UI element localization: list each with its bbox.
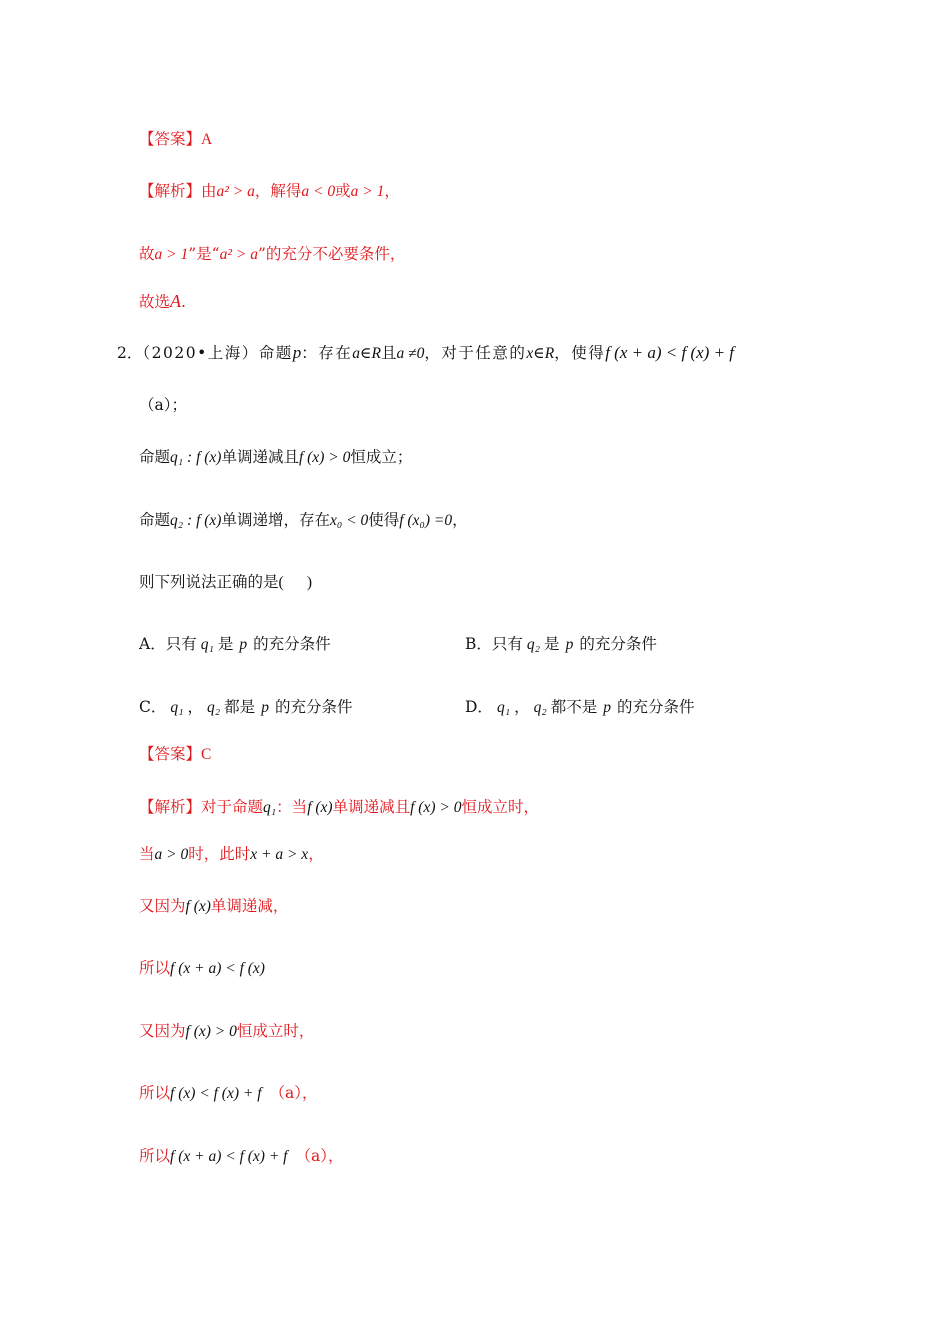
text: 使得: [368, 511, 400, 529]
text: 的充分条件: [617, 698, 695, 716]
math-q1: q₁: [496, 699, 511, 716]
text: 恒成立；: [350, 448, 413, 466]
math-fx-gt-0: f (x) > 0: [185, 1023, 237, 1040]
text: 单调递减，: [210, 897, 289, 915]
text: ”是“: [188, 245, 220, 263]
math-q2: q₂: [207, 699, 221, 716]
solution-2-line-6: [139, 1083, 318, 1104]
math-fx0-eq-0: f (x₀) =0: [399, 512, 453, 529]
text: ，: [452, 511, 468, 529]
math-a-gt-1: a > 1: [154, 246, 189, 263]
answer-value: C: [201, 746, 212, 763]
answer-label: 【答案】: [139, 130, 202, 148]
option-letter: C．: [139, 698, 167, 716]
text: 又因为: [139, 1022, 186, 1040]
math-root-2: a > 1: [350, 183, 385, 200]
math-a-ne-0: a ≠0: [396, 345, 425, 362]
math-q1: q₁: [200, 636, 214, 653]
text: 的充分条件: [253, 635, 331, 653]
text: 恒成立时，: [236, 1022, 315, 1040]
question-source: （2020•上海）命题: [142, 344, 293, 362]
text: 单调递减且: [221, 448, 299, 466]
math-choice: A: [170, 291, 182, 311]
text: （a），: [269, 1084, 318, 1102]
solution-2-line-4: [139, 958, 265, 979]
text: 只有: [165, 635, 197, 653]
text: ，: [384, 182, 400, 200]
text: 是: [217, 635, 234, 653]
option-letter: D．: [465, 698, 493, 716]
option-d[interactable]: [465, 697, 695, 718]
question-number: 2．: [117, 344, 143, 362]
math-inequality: f (x + a) < f (x): [170, 960, 265, 977]
math-p: p: [565, 636, 574, 653]
option-letter: B．: [465, 635, 492, 653]
math-p: p: [603, 699, 611, 716]
text: 是: [544, 635, 560, 653]
math-q2: q₂: [533, 699, 547, 716]
text: （a），: [295, 1147, 344, 1165]
text: ”的充分不必要条件，: [257, 245, 406, 263]
text: ：当: [276, 798, 308, 816]
text: 的充分条件: [579, 635, 657, 653]
math-a2-gt-a: a² > a: [219, 246, 258, 263]
math-p: p: [261, 699, 269, 716]
text: ，: [308, 845, 324, 863]
math-fx-gt-0: f (x) > 0: [298, 449, 351, 466]
option-a[interactable]: [139, 634, 331, 655]
text: 恒成立时，: [461, 798, 539, 816]
text: 或: [335, 182, 351, 200]
math-q2-f: q₂ : f (x): [170, 512, 222, 529]
text: ，对于任意的: [424, 344, 527, 362]
text: ，: [187, 698, 204, 716]
math-p: p: [292, 343, 302, 362]
math-q1: q₁: [263, 799, 277, 816]
text: ，解得: [254, 182, 302, 200]
math-q1: q₁: [170, 699, 184, 716]
math-fx: f (x): [185, 898, 211, 915]
proposition-q2: [139, 510, 468, 531]
solution-2-line-7: [139, 1146, 343, 1167]
text: 都是: [224, 698, 256, 716]
question-2-ask: [139, 572, 312, 593]
text: 命题: [139, 511, 171, 529]
text: 都不是: [550, 698, 598, 716]
text: 时，此时: [188, 845, 251, 863]
text: 则下列说法正确的是: [139, 573, 279, 591]
text: 所以: [139, 1147, 171, 1165]
solution-2-line-5: [139, 1021, 314, 1042]
answer-2: [139, 744, 211, 765]
text: ，: [514, 698, 530, 716]
text: 且: [380, 344, 397, 362]
text: 对于命题: [201, 798, 264, 816]
math-condition: a² > a: [216, 183, 255, 200]
text: 又因为: [139, 897, 186, 915]
answer-1: [139, 129, 212, 150]
math-p: p: [239, 636, 248, 653]
text: 命题: [139, 448, 171, 466]
option-c[interactable]: [139, 697, 352, 718]
solution-1-line-1: [139, 181, 400, 202]
text: 所以: [139, 959, 171, 977]
answer-value: A: [201, 131, 213, 148]
math-x-in-r: x∈R: [526, 345, 555, 362]
answer-blank: ( ): [278, 574, 313, 591]
solution-label: 【解析】: [139, 798, 202, 816]
solution-2-line-2: [139, 844, 324, 865]
math-x0-lt-0: x₀ < 0: [329, 512, 369, 529]
solution-label: 【解析】: [139, 182, 202, 200]
math-inequality: f (x) < f (x) + f: [170, 1085, 262, 1102]
solution-1-line-3: [139, 291, 186, 312]
question-2-stem-tail: [139, 395, 187, 415]
math-inequality: f (x + a) < f (x) + f: [170, 1148, 288, 1165]
text: 当: [139, 845, 155, 863]
text: ：存在: [301, 344, 353, 362]
option-letter: A．: [139, 635, 166, 653]
text: 单调递增，存在: [221, 511, 330, 529]
text: .: [181, 293, 186, 311]
math-x-plus-a-gt-x: x + a > x: [250, 846, 309, 863]
text: 只有: [491, 635, 523, 653]
math-q1-f: q₁ : f (x): [170, 449, 222, 466]
math-fx-gt-0: f (x) > 0: [410, 799, 462, 816]
math-a-in-r: a∈R: [352, 345, 381, 362]
text: （a）；: [139, 396, 187, 414]
text: 的充分条件: [274, 698, 353, 716]
math-fx: f (x): [307, 799, 333, 816]
question-2-stem: [117, 343, 734, 364]
math-q2: q₂: [526, 636, 541, 653]
text: ，使得: [554, 344, 606, 362]
text: 故选: [139, 293, 171, 311]
text: 故: [139, 245, 155, 263]
text: 由: [201, 182, 217, 200]
option-b[interactable]: [465, 634, 657, 655]
text: 单调递减且: [332, 798, 411, 816]
math-inequality: f (x + a) < f (x) + f: [605, 343, 735, 362]
solution-1-line-2: [139, 244, 405, 265]
math-root-1: a < 0: [301, 183, 336, 200]
answer-label: 【答案】: [139, 745, 202, 763]
solution-2-line-3: [139, 896, 288, 917]
math-a-gt-0: a > 0: [154, 846, 189, 863]
text: 所以: [139, 1084, 171, 1102]
proposition-q1: [139, 447, 412, 468]
solution-2-line-1: [139, 797, 539, 818]
